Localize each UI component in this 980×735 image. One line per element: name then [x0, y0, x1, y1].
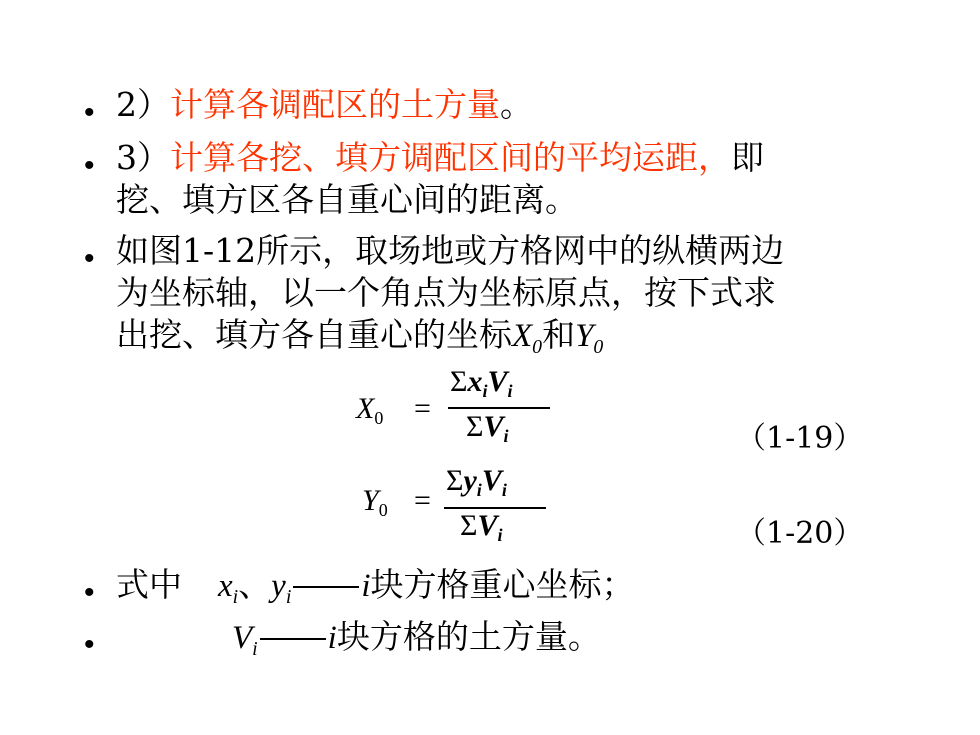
- item2-suffix: 。: [500, 85, 533, 124]
- legend2-var-i: i: [327, 620, 337, 656]
- formula1-eq: =: [414, 392, 431, 425]
- item4-and: 和: [542, 315, 576, 354]
- bullet-item3: •: [84, 149, 95, 182]
- legend1-var-y: $y_i$: [271, 568, 292, 608]
- formula1-denominator: $\Sigma V_i$: [466, 410, 509, 447]
- bullet-item4: •: [84, 242, 95, 275]
- legend1-var-x: $x_i$: [218, 568, 239, 608]
- legend2-var-v: $V_i$: [232, 620, 258, 660]
- formula2-eq: =: [414, 484, 431, 517]
- legend1-var-i: i: [361, 568, 371, 604]
- formula1-numerator: $\Sigma x_iV_i$: [450, 365, 513, 402]
- var-y0: $Y_0$: [575, 318, 604, 358]
- legend1-dash: [293, 586, 359, 588]
- item3-line1: [116, 138, 764, 177]
- legend2-dash: [260, 638, 326, 640]
- legend1-line: [116, 565, 635, 608]
- formula2-number: （1-20）: [736, 516, 864, 551]
- item3-suffix: 即: [731, 138, 764, 177]
- item4-line3: [116, 315, 604, 358]
- item4-line3-text: 出挖、填方各自重心的坐标: [116, 315, 512, 354]
- legend2-text: 块方格的土方量。: [336, 617, 601, 656]
- legend1-label: 式中: [116, 565, 182, 604]
- var-x0: $X_0$: [512, 318, 543, 358]
- formula1-number: （1-19）: [736, 421, 864, 456]
- formula2-denominator: $\Sigma V_i$: [460, 509, 503, 546]
- item3-line2: 挖、填方区各自重心间的距离。: [116, 180, 578, 219]
- bullet-legend1: •: [84, 576, 95, 609]
- legend2-line: [232, 617, 601, 660]
- item3-highlight: 计算各挖、填方调配区间的平均运距，: [170, 138, 731, 177]
- formula2-lhs: $Y_0$: [362, 484, 388, 521]
- formula1-fraction-bar: [448, 407, 550, 409]
- bullet-legend2: •: [84, 628, 95, 661]
- legend1-text: 块方格重心坐标；: [370, 565, 635, 604]
- formula2-numerator: $\Sigma y_iV_i$: [446, 464, 507, 501]
- legend1-sep: 、: [238, 565, 272, 604]
- item2-line: [116, 85, 533, 124]
- item2-highlight: 计算各调配区的土方量: [170, 85, 500, 124]
- formula1-lhs: $X_0$: [356, 392, 384, 429]
- bullet-item2: •: [84, 96, 95, 129]
- item4-line1: 如图1-12所示，取场地或方格网中的纵横两边: [116, 231, 785, 270]
- item3-prefix: 3）: [116, 138, 170, 177]
- item2-prefix: 2）: [116, 85, 170, 124]
- item4-line2: 为坐标轴，以一个角点为坐标原点，按下式求: [116, 273, 776, 312]
